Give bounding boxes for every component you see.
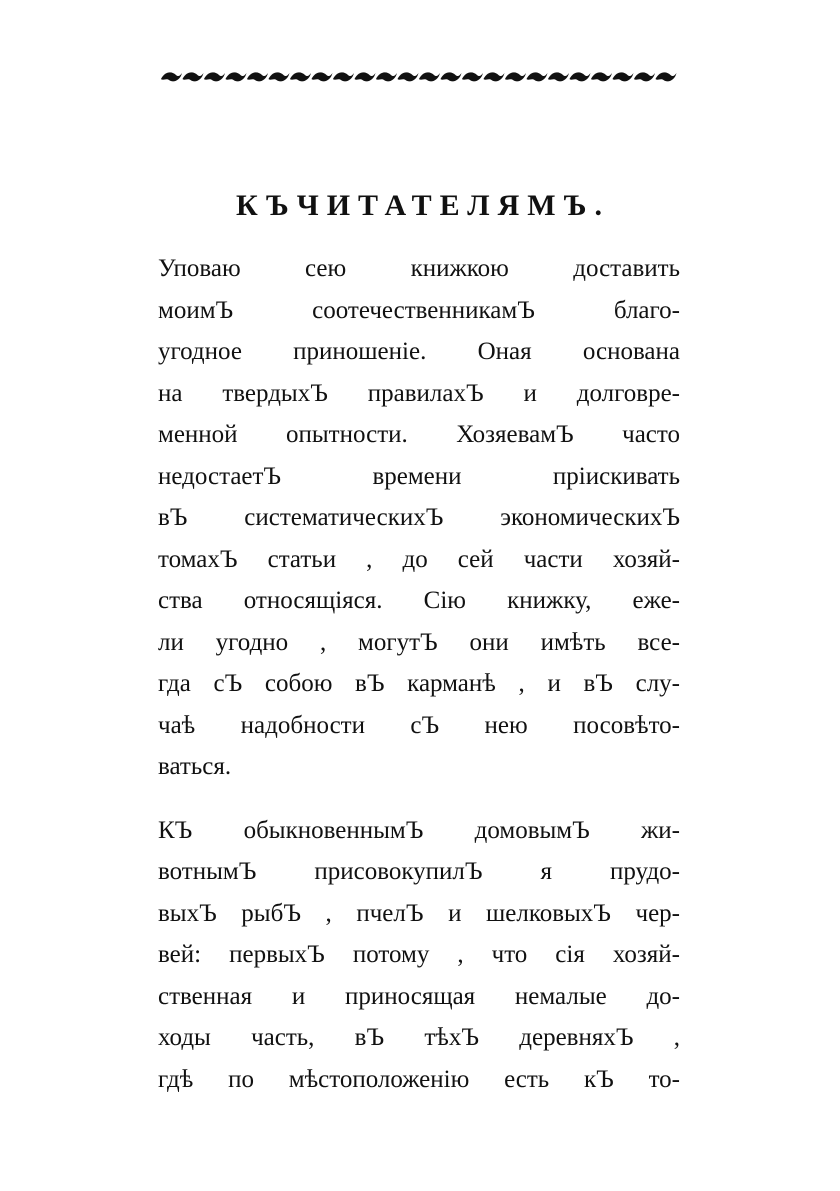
ornament-swirl — [656, 72, 677, 81]
text-line: моимЪ соотечественникамЪ благо- — [158, 296, 680, 324]
ornament-swirl — [570, 72, 591, 81]
ornament-swirl — [613, 72, 634, 81]
text-line: КЪ обыкновеннымЪ домовымЪ жи- — [158, 816, 680, 844]
text-line: менной опытности. ХозяевамЪ часто — [158, 421, 680, 448]
ornament-swirl — [548, 72, 569, 81]
ornament-swirl — [204, 72, 225, 81]
ornament-swirl — [419, 72, 440, 81]
text-line: ства относящіяся. Сію книжку, еже- — [158, 587, 680, 614]
ornament-swirl — [226, 72, 247, 81]
paragraph-gap — [158, 788, 680, 810]
ornament-swirl — [333, 72, 354, 81]
page-heading: КЪЧИТАТЕЛЯМЪ. — [235, 189, 610, 222]
ornament-swirl — [462, 72, 483, 81]
ornament-swirl — [269, 72, 290, 81]
ornament-swirl — [484, 72, 505, 81]
text-line: ли угодно , могутЪ они имѣть все- — [158, 628, 680, 656]
ornament-swirl — [398, 72, 419, 81]
ornament-swirl — [290, 72, 311, 81]
body-text — [158, 248, 680, 1100]
ornament-swirl — [355, 72, 376, 81]
ornament-swirl — [634, 72, 655, 81]
text-line: вЪ систематическихЪ экономическихЪ — [158, 504, 680, 531]
text-line: ственная и приносящая немалые до- — [158, 982, 680, 1010]
text-line: недостаетЪ времени пріискивать — [158, 462, 680, 490]
text-line: чаѣ надобности сЪ нею посовѣто- — [158, 711, 680, 739]
ornament-swirl — [527, 72, 548, 81]
ornament-swirl — [312, 72, 333, 81]
paragraph-1 — [158, 248, 680, 788]
text-line: вей: первыхЪ потому , что сія хозяй- — [158, 941, 680, 968]
ornament-swirl — [247, 72, 268, 81]
text-line: гдѣ по мѣстоположенію есть кЪ то- — [158, 1065, 680, 1093]
text-line: Уповаю сею книжкою доставить — [158, 255, 680, 282]
ornament-swirl — [591, 72, 612, 81]
text-line: ходы часть, вЪ тѣхЪ деревняхЪ , — [158, 1024, 680, 1051]
ornament-swirl — [441, 72, 462, 81]
text-line: томахЪ статьи , до сей части хозяй- — [158, 545, 680, 573]
text-line: ваться. — [158, 753, 232, 780]
text-line: гда сЪ собою вЪ карманѣ , и вЪ слу- — [158, 670, 680, 697]
text-line: угодное приношеніе. Оная основана — [158, 338, 680, 365]
text-line: на твердыхЪ правилахЪ и долговре- — [158, 379, 680, 407]
paragraph-2 — [158, 810, 680, 1101]
ornament-swirl — [183, 72, 204, 81]
ornament-swirl — [161, 72, 182, 81]
ornament-swirl — [376, 72, 397, 81]
text-line: вотнымЪ присовокупилЪ я прудо- — [158, 858, 680, 885]
ornament-divider — [157, 62, 677, 92]
text-line: выхЪ рыбЪ , пчелЪ и шелковыхЪ чер- — [158, 899, 680, 927]
ornament-swirl — [505, 72, 526, 81]
